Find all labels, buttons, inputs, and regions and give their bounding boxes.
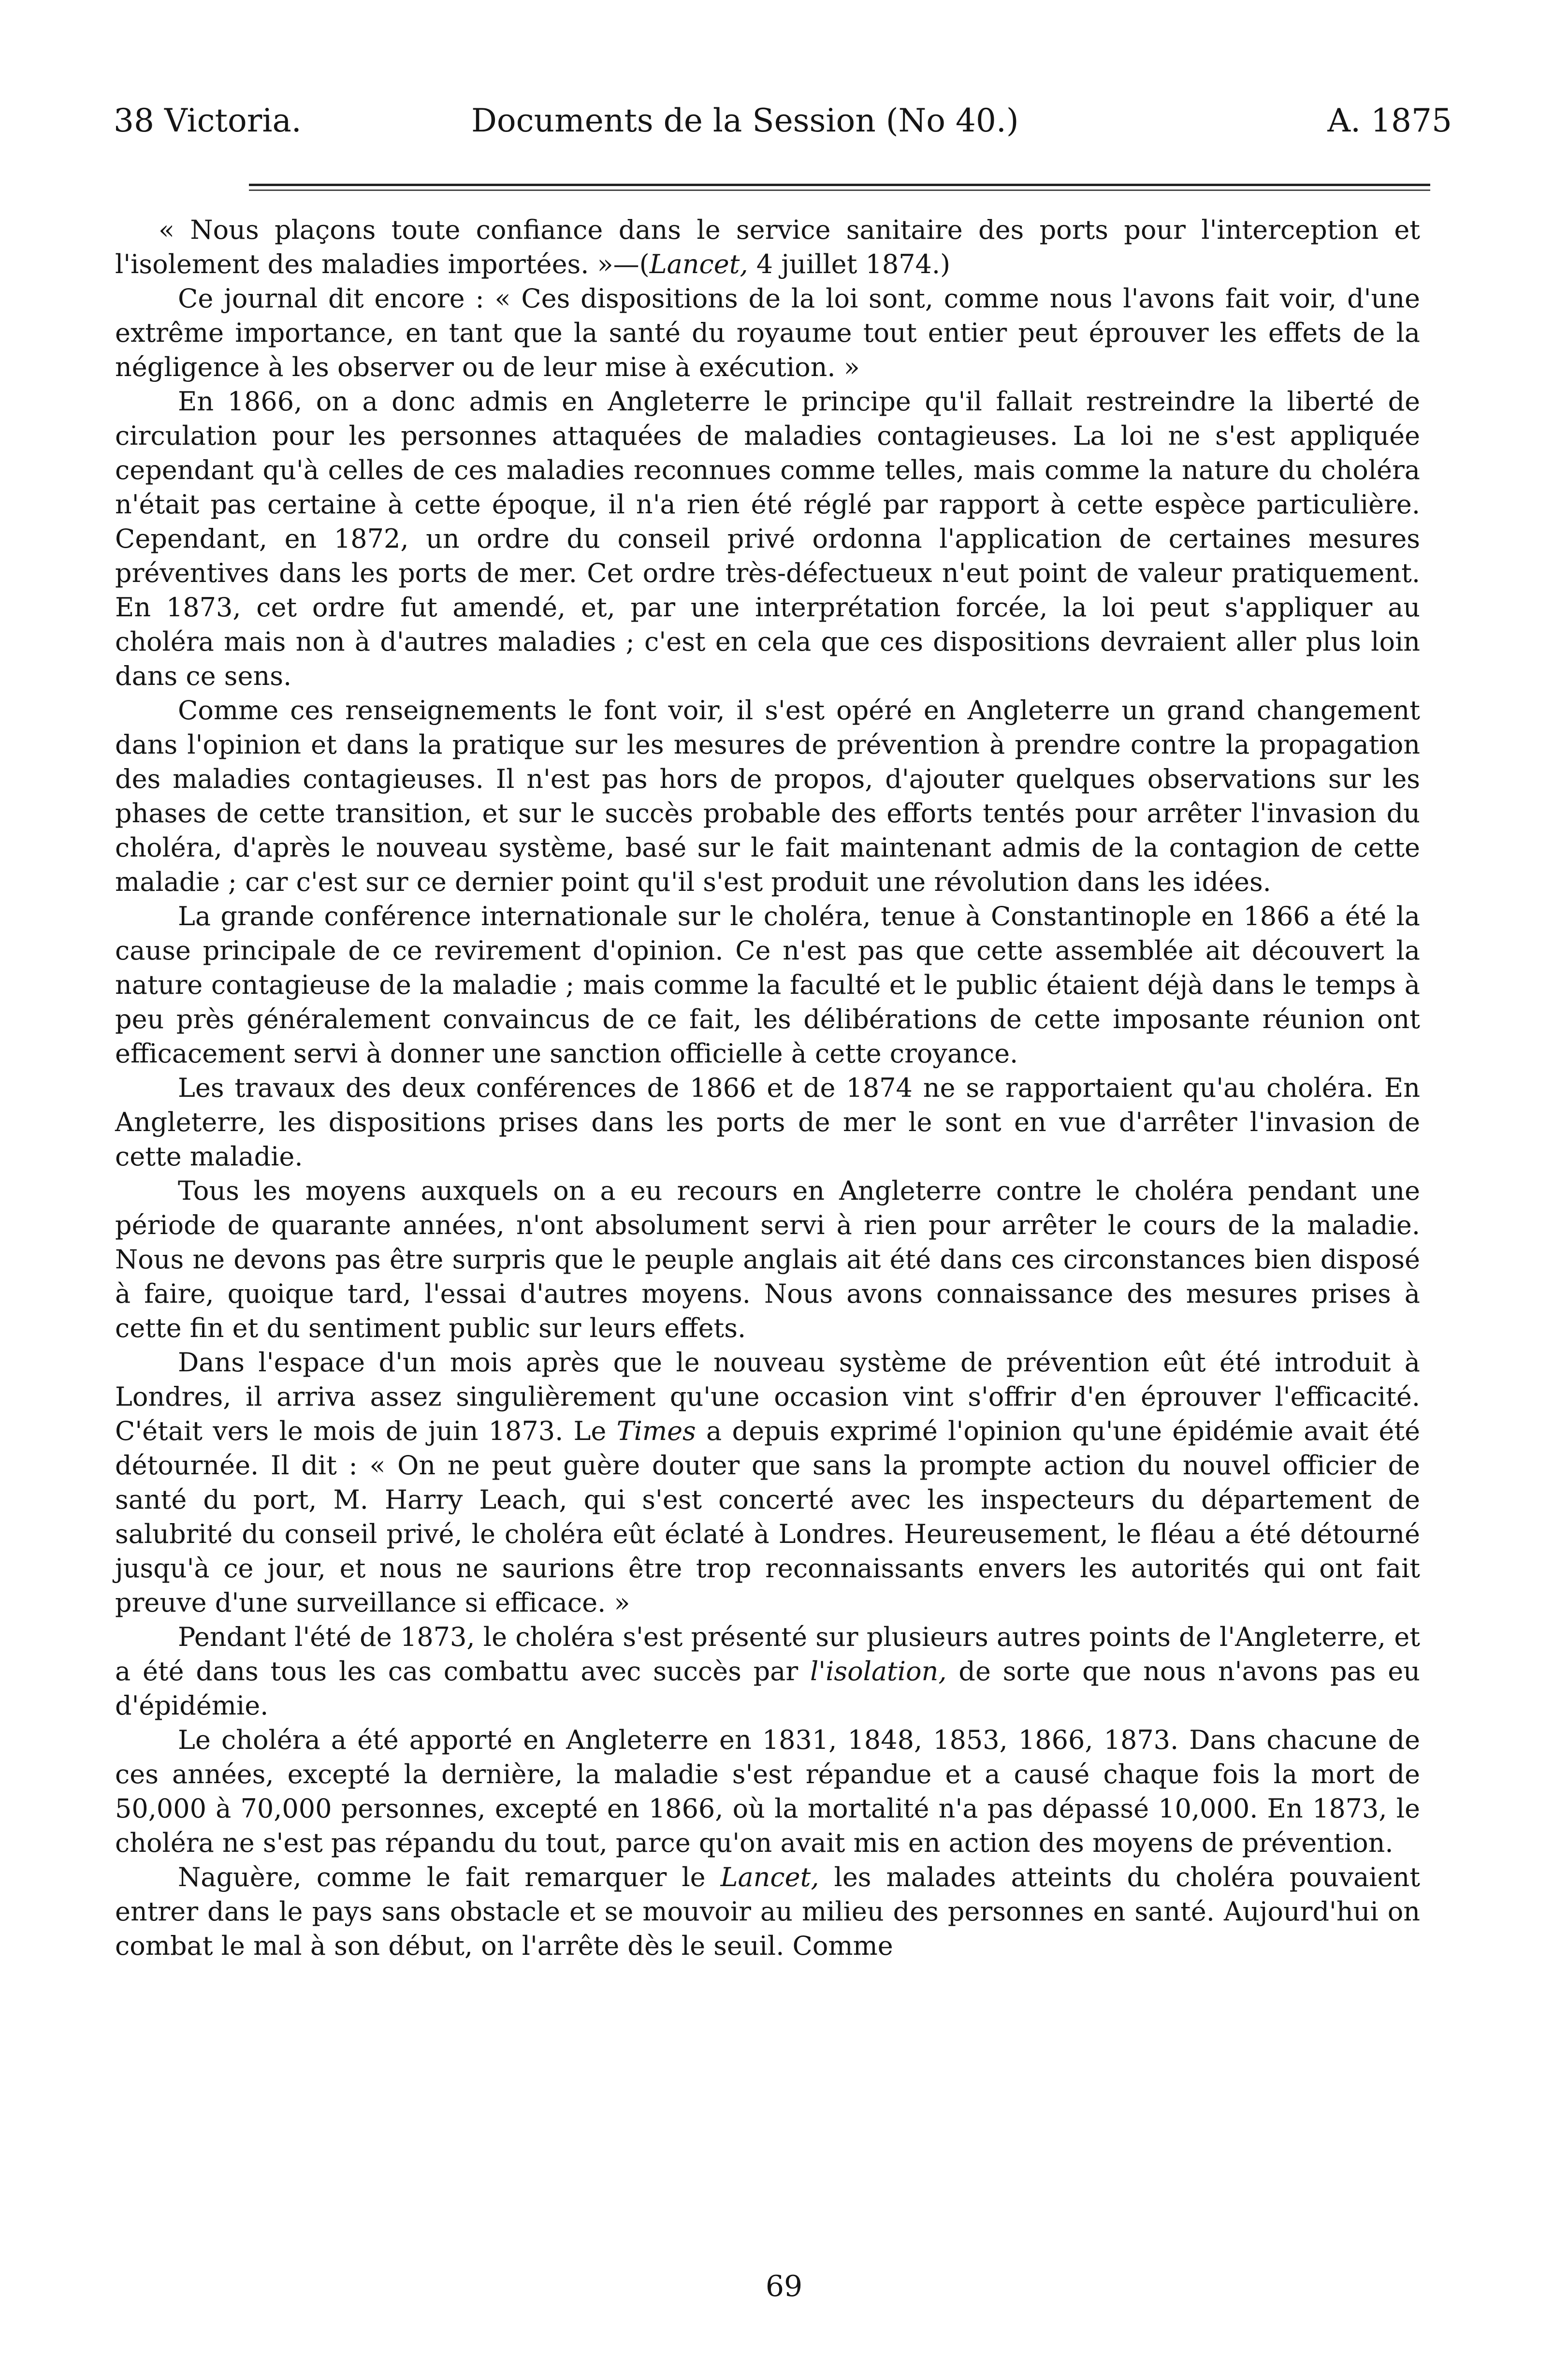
paragraph-8: Dans l'espace d'un mois après que le nouveau système de prévention eût été introduit à Londres, il arriva assez singulièrement qu'une occasion vint s'offrir d'en éprouver l'efficacité. C'était vers le mois de juin 1873. Le Times a depuis exprimé l'opinion qu'une épidémie avait été détournée. Il dit : « On ne peut guère douter que sans la prompte action du nouvel officier de santé du port, M. Harry Leach, qui s'est concerté avec les inspecteurs du département de salubrité du conseil privé, le choléra eût éclaté à Londres. Heureusement, le fléau a été détourné jusqu'à ce jour, et nous ne saurions être trop reconnaissants envers les autorités qui ont fait preuve d'une surveillance si efficace. » — [115, 1347, 1420, 1618]
header-volume: 38 Victoria. — [114, 102, 302, 139]
paragraph-6: Les travaux des deux conférences de 1866 et de 1874 ne se rapportaient qu'au choléra. En Angleterre, les dispositions prises dans les ports de mer le sont en vue d'arrêter l'invasion de cette maladie. — [115, 1073, 1420, 1172]
paragraph-2: Ce journal dit encore : « Ces dispositions de la loi sont, comme nous l'avons fait voir, d'une extrême importance, en tant que la santé du royaume tout entier peut éprouver les effets de la négligence à les observer ou de leur mise à exécution. » — [115, 283, 1420, 382]
citation: l'isolation, — [810, 1656, 947, 1686]
paragraph-3: En 1866, on a donc admis en Angleterre le principe qu'il fallait restreindre la liberté de circulation pour les personnes attaquées de maladies contagieuses. La loi ne s'est appliquée cependant qu'à celles de ces maladies reconnues comme telles, mais comme la nature du choléra n'était pas certaine à cette époque, il n'a rien été réglé par rapport à cette espèce particulière. Cependant, en 1872, un ordre du conseil privé ordonna l'application de certaines mesures préventives dans les ports de mer. Cet ordre très-défectueux n'eut point de valeur pratiquement. En 1873, cet ordre fut amendé, et, par une interprétation forcée, la loi peut s'appliquer au choléra mais non à d'autres maladies ; c'est en cela que ces dispositions devraient aller plus loin dans ce sens. — [115, 386, 1420, 691]
header-year: A. 1875 — [1327, 102, 1452, 139]
paragraph-10: Le choléra a été apporté en Angleterre en 1831, 1848, 1853, 1866, 1873. Dans chacune de ces années, excepté la dernière, la maladie s'est répandue et a causé chaque fois la mort de 50,000 à 70,000 personnes, excepté en 1866, où la mortalité n'a pas dépassé 10,000. En 1873, le choléra ne s'est pas répandu du tout, parce qu'on avait mis en action des moyens de prévention. — [115, 1725, 1420, 1858]
page-number: 69 — [765, 2269, 803, 2303]
paragraph-4: Comme ces renseignements le font voir, il s'est opéré en Angleterre un grand changement dans l'opinion et dans la pratique sur les mesures de prévention à prendre contre la propagation des maladies contagieuses. Il n'est pas hors de propos, d'ajouter quelques observations sur les phases de cette transition, et sur le succès probable des efforts tentés pour arrêter l'invasion du choléra, d'après le nouveau système, basé sur le fait maintenant admis de la contagion de cette maladie ; car c'est sur ce dernier point qu'il s'est produit une révolution dans les idées. — [115, 695, 1420, 897]
header-title: Documents de la Session (No 40.) — [471, 102, 1019, 139]
body-text — [115, 213, 1420, 1963]
paragraph-5: La grande conférence internationale sur le choléra, tenue à Constantinople en 1866 a été la cause principale de ce revirement d'opinion. Ce n'est pas que cette assemblée ait découvert la nature contagieuse de la maladie ; mais comme la faculté et le public étaient déjà dans le temps à peu près généralement convaincus de ce fait, les délibérations de cette imposante réunion ont efficacement servi à donner une sanction officielle à cette croyance. — [115, 901, 1420, 1069]
paragraph-9: Pendant l'été de 1873, le choléra s'est présenté sur plusieurs autres points de l'Angleterre, et a été dans tous les cas combattu avec succès par l'isolation, de sorte que nous n'avons pas eu d'épidémie. — [115, 1622, 1420, 1721]
header-rule-thin — [249, 189, 1430, 191]
paragraph-1: « Nous plaçons toute confiance dans le service sanitaire des ports pour l'interception et l'isolement des maladies importées. »—(Lancet, 4 juillet 1874.) — [115, 215, 1420, 279]
citation: Lancet, — [720, 1862, 819, 1892]
header-rule — [249, 184, 1430, 186]
paragraph-7: Tous les moyens auxquels on a eu recours en Angleterre contre le choléra pendant une période de quarante années, n'ont absolument servi à rien pour arrêter le cours de la maladie. Nous ne devons pas être surpris que le peuple anglais ait été dans ces circonstances bien disposé à faire, quoique tard, l'essai d'autres moyens. Nous avons connaissance des mesures prises à cette fin et du sentiment public sur leurs effets. — [115, 1176, 1420, 1343]
citation: Lancet, — [649, 249, 748, 279]
running-header — [114, 97, 1452, 145]
paragraph-11: Naguère, comme le fait remarquer le Lancet, les malades atteints du choléra pouvaient entrer dans le pays sans obstacle et se mouvoir au milieu des personnes en santé. Aujourd'hui on combat le mal à son début, on l'arrête dès le seuil. Comme — [115, 1862, 1421, 1961]
citation: Times — [616, 1416, 696, 1446]
